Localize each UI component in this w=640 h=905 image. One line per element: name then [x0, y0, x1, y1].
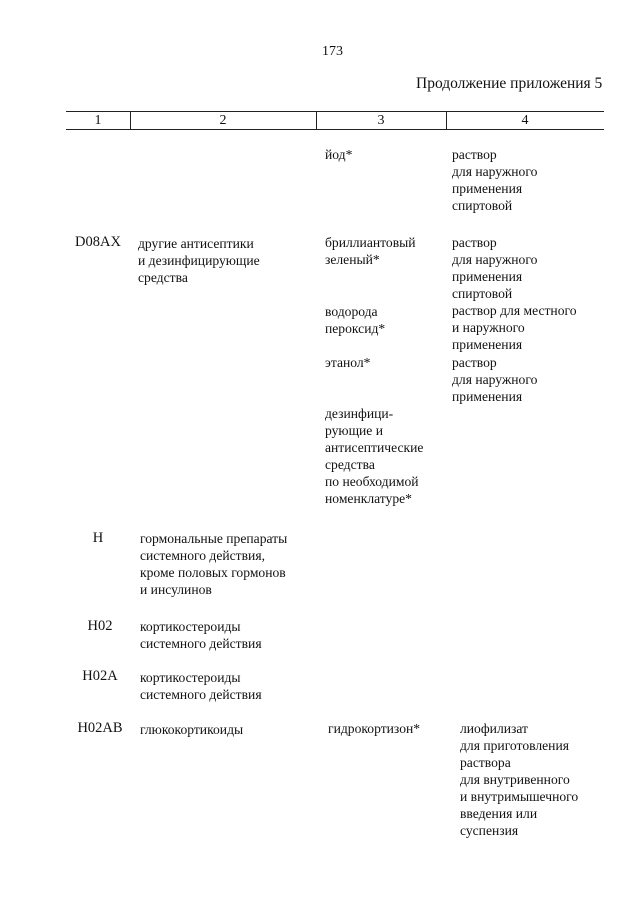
dosage-form: раствор для местного и наружного применения: [452, 303, 577, 352]
continuation-caption: Продолжение приложения 5: [416, 75, 603, 92]
drug-name: йод*: [325, 147, 353, 162]
page-number: 173: [322, 44, 343, 59]
atc-code: H02AB: [77, 720, 123, 736]
dosage-form: раствор для наружного применения спиртовой: [452, 147, 538, 213]
dosage-form: лиофилизат для приготовления раствора для внутривенного и внутримышечного введения или суспензия: [460, 721, 579, 838]
atc-code: H: [92, 530, 104, 546]
atc-code: D08AX: [75, 234, 121, 250]
atc-code: H02A: [82, 668, 118, 684]
table-header-bottom-border: [66, 129, 604, 130]
drug-name: бриллиантовый зеленый*: [325, 235, 416, 267]
group-name: глюкокортикоиды: [140, 722, 244, 737]
column-header-1: 1: [94, 113, 102, 128]
group-name: другие антисептики и дезинфицирующие средства: [138, 236, 260, 285]
column-header-3: 3: [377, 113, 385, 128]
table-top-border: [66, 111, 604, 112]
group-name: кортикостероиды системного действия: [140, 619, 262, 651]
column-header-2: 2: [219, 113, 227, 128]
group-name: кортикостероиды системного действия: [140, 670, 262, 702]
column-header-4: 4: [521, 113, 529, 128]
atc-code: H02: [87, 618, 113, 634]
group-name: гормональные препараты системного действия, кроме половых гормонов и инсулинов: [140, 531, 288, 597]
drug-name: водорода пероксид*: [325, 304, 386, 336]
drug-name: гидрокортизон*: [328, 721, 421, 736]
drug-name: дезинфици- рующие и антисептические средства по необходимой номенклатуре*: [325, 406, 424, 506]
dosage-form: раствор для наружного применения спиртовой: [452, 235, 538, 301]
drug-name: этанол*: [325, 355, 371, 370]
dosage-form: раствор для наружного применения: [452, 355, 538, 404]
